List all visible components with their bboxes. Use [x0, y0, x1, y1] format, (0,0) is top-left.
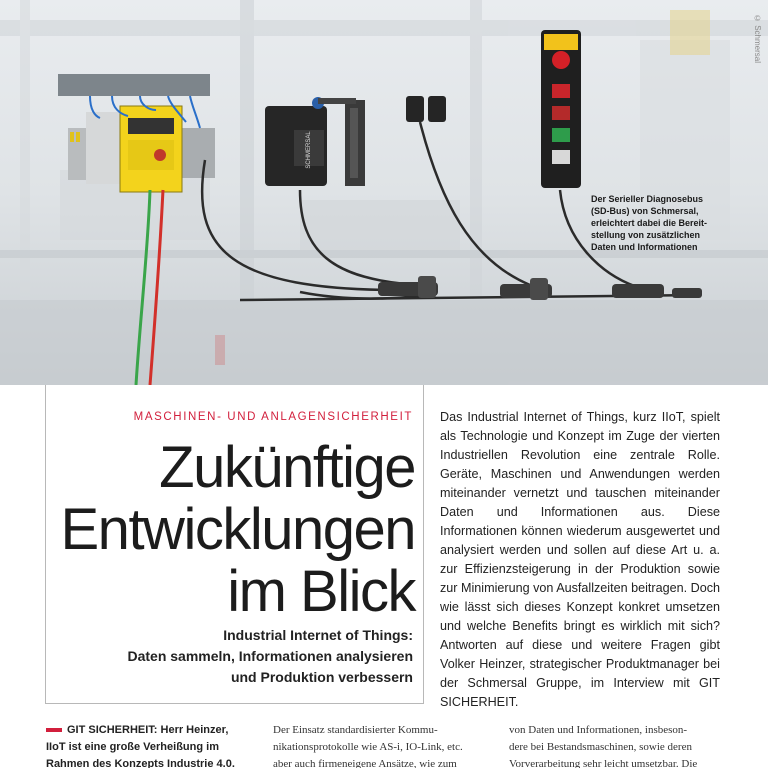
- question-line: GIT SICHERHEIT: Herr Heinzer,: [67, 724, 229, 736]
- title-line: Zukünftige: [159, 435, 415, 500]
- body-column-3: [509, 722, 723, 768]
- body-line: Der Einsatz standardisierter Kommu-: [273, 724, 438, 736]
- safety-controller: [120, 106, 182, 192]
- control-pendant: [541, 30, 581, 188]
- caption-line: Daten und Informationen: [591, 242, 698, 252]
- title-line: Entwicklungen: [60, 497, 415, 562]
- photo-caption: [591, 193, 741, 253]
- body-column-2: [273, 722, 493, 768]
- article-intro: Das Industrial Internet of Things, kurz IIoT, spielt als Technologie und Konzept im Zuge der vierten Industriellen Revolution eine zentrale Rolle. Geräte, Maschinen und Anwendungen werden miteinander vernetzt und tauschen miteinander Daten und Informationen aus. Diese Informationen können wiederum ausgewertet und analysiert werden und sollen auf diese Art u. a. zur Effizienzsteigerung in der Produktion sowie zur Minimierung von Ausfallzeiten beitragen. Doch wie lässt sich dieses Konzept konkret umsetzen und welche Benefits bringt es wirklich mit sich? Antworten auf diese und weitere Fragen gibt Volker Heinzer, strategischer Produktmanager bei der Schmersal Gruppe, im Interview mit GIT SICHERHEIT.: [440, 410, 721, 709]
- section-kicker: MASCHINEN- UND ANLAGENSICHERHEIT: [133, 411, 413, 423]
- question-line: Rahmen des Konzepts Industrie 4.0.: [46, 758, 235, 768]
- caption-line: Der Serieller Diagnosebus: [591, 194, 704, 204]
- subtitle-line: Daten sammeln, Informationen analysieren: [127, 648, 413, 664]
- interview-question: [46, 722, 246, 768]
- subtitle-line: Industrial Internet of Things:: [223, 627, 413, 643]
- caption-line: stellung von zusätzlichen: [591, 230, 701, 240]
- body-line: Vorverarbeitung sehr leicht umsetzbar. Die: [509, 758, 698, 768]
- article-title: [61, 437, 416, 623]
- device-brand-label: SCHMERSAL: [306, 131, 312, 169]
- question-marker: [46, 728, 62, 732]
- article-subtitle: [127, 625, 413, 688]
- body-line: von Daten und Informationen, insbeson-: [509, 724, 688, 736]
- safety-switch: [265, 106, 327, 186]
- subtitle-line: und Produktion verbessern: [230, 669, 413, 685]
- question-line: IIoT ist eine große Verheißung im: [46, 741, 219, 753]
- body-line: nikationsprotokolle wie AS-i, IO-Link, etc.: [273, 741, 463, 753]
- photo-credit: © Schmersal: [753, 14, 762, 64]
- article-body: [0, 722, 768, 768]
- body-line: dere bei Bestandsmaschinen, sowie deren: [509, 741, 692, 753]
- title-line: im Blick: [227, 559, 415, 624]
- body-line: aber auch firmeneigene Ansätze, wie zum: [273, 758, 457, 768]
- article-header-box: [45, 385, 424, 704]
- caption-line: (SD-Bus) von Schmersal,: [591, 206, 699, 216]
- din-rail: [58, 74, 210, 96]
- caption-line: erleichtert dabei die Bereit-: [591, 218, 708, 228]
